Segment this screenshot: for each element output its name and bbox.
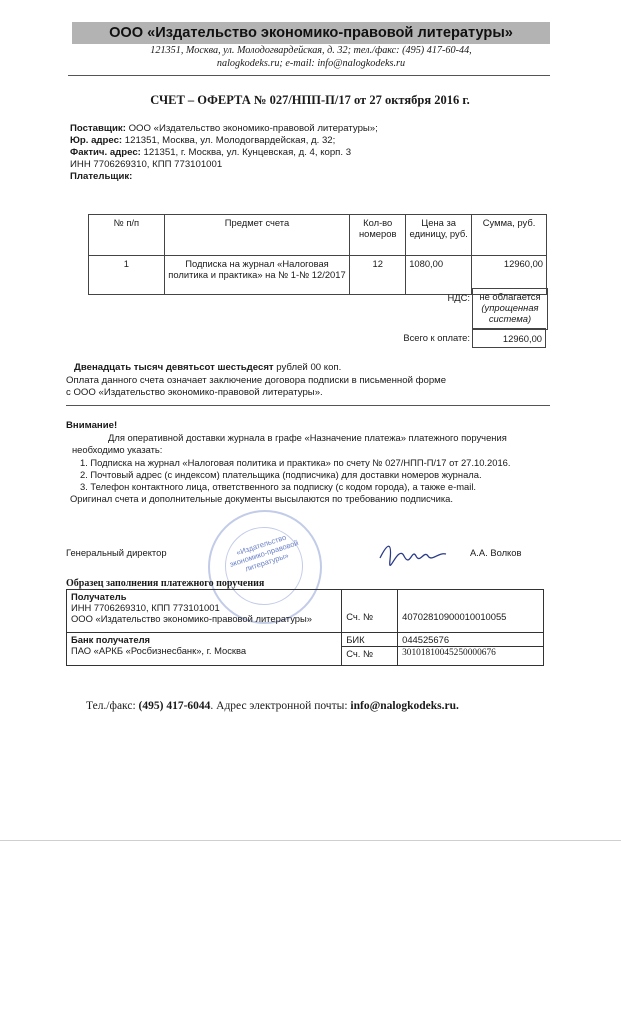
legal-address-value: 121351, Москва, ул. Молодогвардейская, д. 32; [124,135,336,146]
supplier-label: Поставщик: [70,123,126,134]
vat-label: НДС: [447,292,470,303]
header-cell: Предмет счета [164,215,349,256]
amount-words [74,362,341,374]
vat-cell [472,288,548,330]
page-edge [0,840,621,841]
director-position: Генеральный директор [66,547,167,558]
company-address [72,44,550,70]
attention-title: Внимание! [66,420,118,431]
offer-note-line2: с ООО «Издательство экономико-правовой литературы». [66,387,323,398]
attention-item1: 1. Подписка на журнал «Налоговая политика и практика» по счету № 027/НПП-П/17 от 27.10.2016. [80,457,511,468]
legal-address-label: Юр. адрес: [70,135,123,146]
total-value: 12960,00 [472,328,546,348]
attention-outro: Оригинал счета и дополнительные документы высылаются по требованию подписчика. [70,493,454,504]
recipient-cell [67,590,342,633]
address-line-2: nalogkodeks.ru; e-mail: info@nalogkodeks.ru [216,58,406,69]
attention-divider [66,405,550,406]
signature-scribble [378,538,448,566]
items-table [88,214,547,295]
payer-label [70,171,132,183]
offer-note-line1: Оплата данного счета означает заключение договора подписки в письменной форме [66,375,447,386]
payment-title: Образец заполнения платежного поручения [66,578,265,589]
attention-intro2: необходимо указать: [72,444,163,455]
header-cell: № п/п [89,215,165,256]
actual-address-line [70,147,351,159]
amount-words-bold: Двенадцать тысяч девятьсот шестьдесят [74,362,274,373]
invoice-title: СЧЕТ – ОФЕРТА № 027/НПП-П/17 от 27 октября 2016 г. [150,93,470,107]
payment-table [66,589,544,666]
payment-bank-row [67,633,544,647]
attention-item3: 3. Телефон контактного лица, ответственного за подписку (с кодом города), а также e-mail. [80,481,477,492]
recipient-inn: ИНН 7706269310, КПП 773101001 [71,602,220,613]
account-label: Сч. № [342,590,398,633]
bik-value: 044525676 [398,633,544,647]
items-header-row [89,215,547,256]
header-cell: Цена за единицу, руб. [406,215,472,256]
vat-note: (упрощенная система) [481,302,539,324]
corr-value: 30101810045250000676 [398,647,544,666]
bank-label: Банк получателя [71,634,151,645]
row-price: 1080,00 [406,256,472,295]
supplier-line [70,123,378,135]
payment-recipient-row [67,590,544,633]
row-quantity: 12 [350,256,406,295]
address-line-1: 121351, Москва, ул. Молодогвардейская, д. 32; тел./факс: (495) 417-60-44, [150,45,472,56]
total-label: Всего к оплате: [403,332,470,343]
supplier-value: ООО «Издательство экономико-правовой литературы»; [128,123,378,134]
recipient-label: Получатель [71,591,127,602]
row-sum: 12960,00 [472,256,547,295]
header-divider [68,75,550,76]
actual-address-value: 121351, г. Москва, ул. Кунцевская, д. 4, корп. 3 [143,147,352,158]
legal-address-line [70,135,335,147]
header-cell: Кол-во номеров [350,215,406,256]
footer-mid: . Адрес электронной почты: [210,700,351,712]
footer-email: info@nalogkodeks.ru. [350,700,459,712]
row-number: 1 [89,256,165,295]
attention-intro1: Для оперативной доставки журнала в графе «Назначение платежа» платежного поручения [108,432,507,443]
corr-label: Сч. № [342,647,398,666]
footer-contacts [86,700,459,712]
payer-label-text: Плательщик: [70,171,133,182]
footer-prefix: Тел./факс: [86,700,139,712]
vat-value: не облагается [479,291,541,302]
account-value: 40702810900010010055 [398,590,544,633]
bank-cell [67,633,342,666]
company-title: ООО «Издательство экономико-правовой литературы» [109,25,513,41]
amount-words-rest: рублей 00 коп. [276,362,342,373]
actual-address-label: Фактич. адрес: [70,147,141,158]
bank-name: ПАО «АРКБ «Росбизнесбанк», г. Москва [71,645,247,656]
row-subject: Подписка на журнал «Налоговая политика и практика» на № 1-№ 12/2017 [164,256,349,295]
attention-item2: 2. Почтовый адрес (с индексом) плательщика (подписчика) для доставки номеров журнала. [80,469,482,480]
supplier-inn: ИНН 7706269310, КПП 773101001 [70,159,223,170]
director-name: А.А. Волков [470,547,522,558]
footer-phone: (495) 417-6044 [138,700,211,712]
header-cell: Сумма, руб. [472,215,547,256]
recipient-name: ООО «Издательство экономико-правовой литературы» [71,613,312,624]
bik-label: БИК [342,633,398,647]
stamp-text: «Издательство экономико-правовой литературы» [228,532,300,574]
